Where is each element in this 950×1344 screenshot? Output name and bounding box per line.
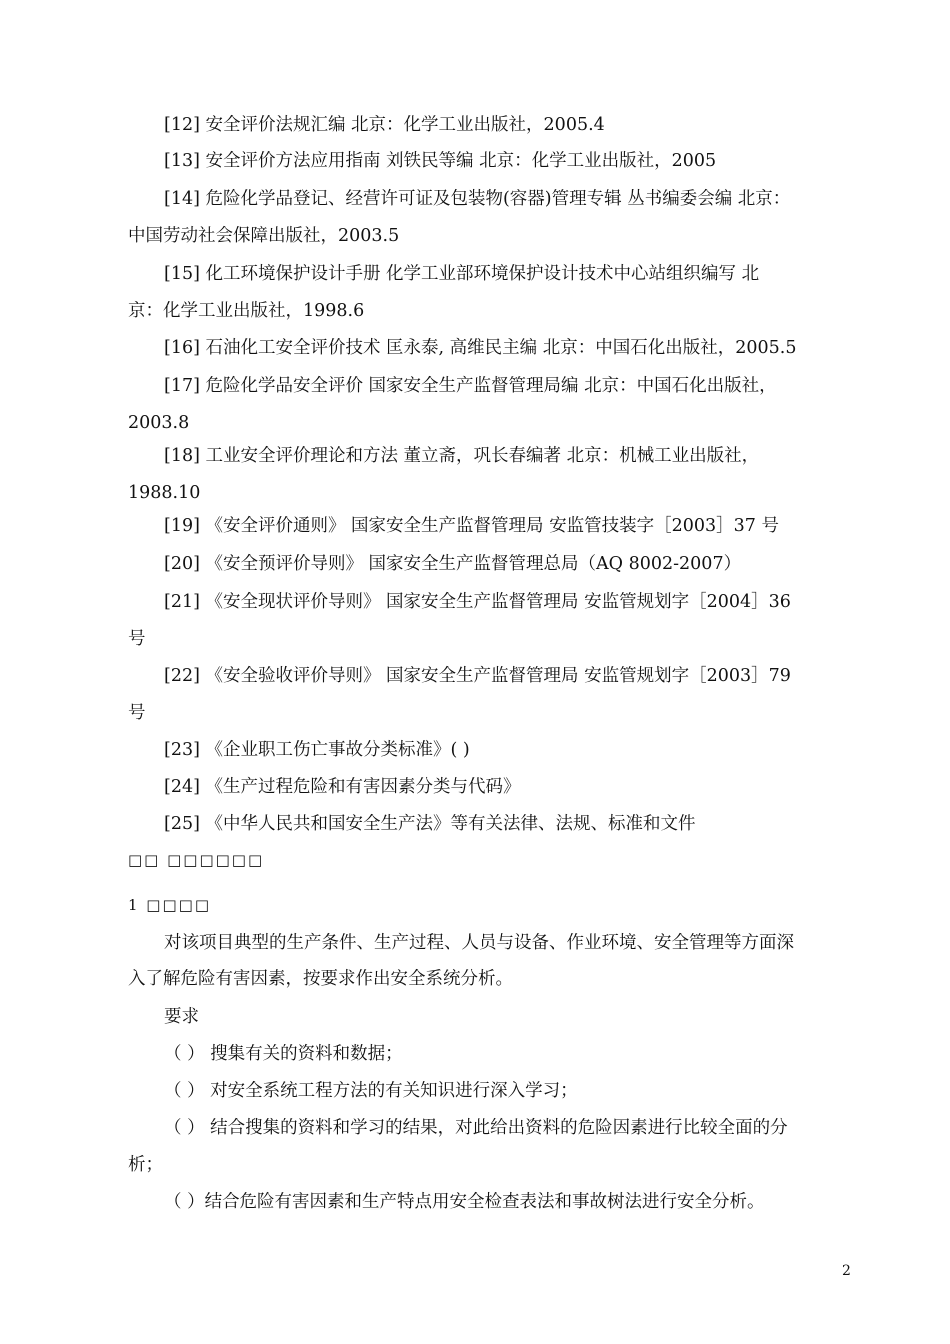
reference-21-line1: [21] 《安全现状评价导则》 国家安全生产监督管理局 安监管规划字［2004］36 — [164, 592, 791, 612]
requirement-1: （ ） 搜集有关的资料和数据； — [164, 1044, 403, 1064]
reference-18-line1: [18] 工业安全评价理论和方法 董立斋，巩长春编著 北京：机械工业出版社， — [164, 446, 760, 466]
reference-24: [24] 《生产过程危险和有害因素分类与代码》 — [164, 777, 521, 797]
reference-16: [16] 石油化工安全评价技术 匡永泰, 高维民主编 北京：中国石化出版社，2005.5 — [164, 338, 797, 358]
reference-15-line1: [15] 化工环境保护设计手册 化学工业部环境保护设计技术中心站组织编写 北 — [164, 264, 760, 284]
reference-22-line1: [22] 《安全验收评价导则》 国家安全生产监督管理局 安监管规划字［2003］79 — [164, 666, 791, 686]
reference-25: [25] 《中华人民共和国安全生产法》等有关法律、法规、标准和文件 — [164, 814, 696, 834]
section-heading: □□ □□□□□□ — [128, 851, 265, 869]
requirement-4: （ ）结合危险有害因素和生产特点用安全检查表法和事故树法进行安全分析。 — [164, 1192, 765, 1212]
reference-12: [12] 安全评价法规汇编 北京：化学工业出版社，2005.4 — [164, 115, 605, 135]
reference-20: [20] 《安全预评价导则》 国家安全生产监督管理总局（AQ 8002-2007） — [164, 554, 742, 574]
reference-21-line2: 号 — [128, 629, 146, 649]
requirement-2: （ ） 对安全系统工程方法的有关知识进行深入学习； — [164, 1081, 578, 1101]
reference-14-line2: 中国劳动社会保障出版社，2003.5 — [128, 226, 400, 246]
reference-18-line2: 1988.10 — [128, 483, 201, 503]
reference-14-line1: [14] 危险化学品登记、经营许可证及包装物(容器)管理专辑 丛书编委会编 北京： — [164, 189, 791, 209]
reference-19: [19] 《安全评价通则》 国家安全生产监督管理局 安监管技装字［2003］37 号 — [164, 516, 779, 536]
page-number: 2 — [842, 1263, 851, 1279]
requirement-3-line1: （ ） 结合搜集的资料和学习的结果，对此给出资料的危险因素进行比较全面的分 — [164, 1118, 788, 1138]
reference-23: [23] 《企业职工伤亡事故分类标准》( ) — [164, 740, 470, 760]
paragraph-line1: 对该项目典型的生产条件、生产过程、人员与设备、作业环境、安全管理等方面深 — [164, 933, 794, 953]
reference-13: [13] 安全评价方法应用指南 刘铁民等编 北京：化学工业出版社，2005 — [164, 151, 717, 171]
paragraph-line2: 入了解危险有害因素，按要求作出安全系统分析。 — [128, 969, 513, 989]
reference-17-line2: 2003.8 — [128, 413, 190, 433]
reference-22-line2: 号 — [128, 703, 146, 723]
reference-15-line2: 京：化学工业出版社，1998.6 — [128, 301, 365, 321]
requirement-3-line2: 析； — [128, 1155, 163, 1175]
subsection-heading: 1 □□□□ — [128, 896, 212, 914]
requirements-label: 要求 — [164, 1007, 199, 1027]
reference-17-line1: [17] 危险化学品安全评价 国家安全生产监督管理局编 北京：中国石化出版社， — [164, 376, 777, 396]
